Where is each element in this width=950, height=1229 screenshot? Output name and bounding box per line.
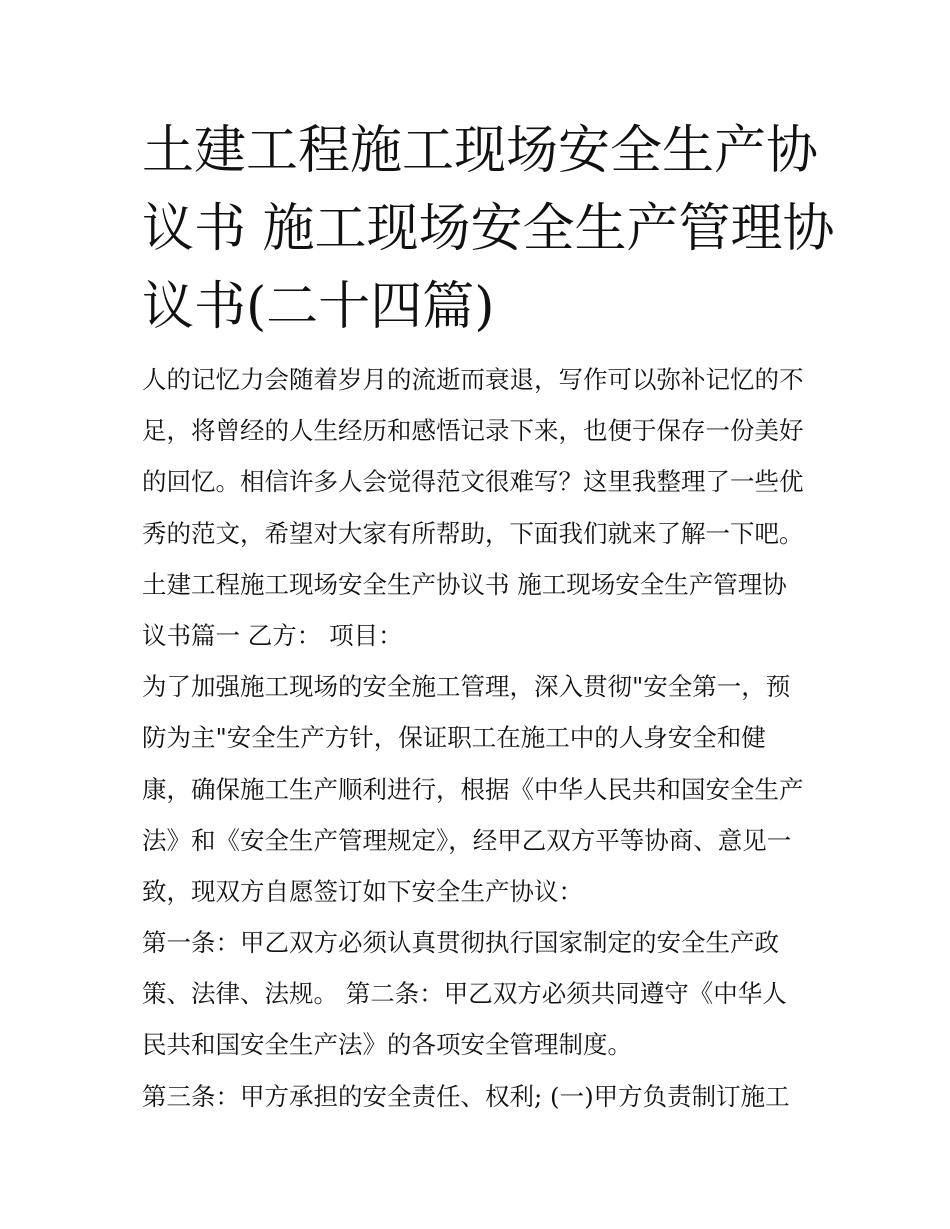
body-line: 策、法律、法规。 第二条：甲乙双方必须共同遵守《中华人: [142, 979, 787, 1009]
body-line: 议书篇一 乙方： 项目：: [142, 620, 403, 650]
body-line: 的回忆。相信许多人会觉得范文很难写？这里我整理了一些优: [142, 467, 804, 497]
title-line-3: 议书(二十四篇): [142, 277, 495, 337]
body-line: 足，将曾经的人生经历和感悟记录下来，也便于保存一份美好: [142, 416, 804, 446]
body-line: 为了加强施工现场的安全施工管理，深入贯彻"安全第一，预: [142, 672, 791, 702]
document-title: [142, 112, 835, 346]
body-line: 秀的范文，希望对大家有所帮助，下面我们就来了解一下吧。: [142, 518, 804, 548]
body-line: 致，现双方自愿签订如下安全生产协议：: [142, 876, 583, 906]
document-body: [142, 354, 832, 1122]
body-line: 第三条：甲方承担的安全责任、权利; (一)甲方负责制订施工: [142, 1081, 790, 1111]
body-line: 第一条：甲乙双方必须认真贯彻执行国家制定的安全生产政: [142, 928, 779, 958]
title-line-2: 议书 施工现场安全生产管理协: [142, 199, 835, 259]
body-line: 法》和《安全生产管理规定》，经甲乙双方平等协商、意见一: [142, 825, 792, 855]
title-line-1: 土建工程施工现场安全生产协: [142, 121, 819, 181]
body-line: 人的记忆力会随着岁月的流逝而衰退，写作可以弥补记忆的不: [142, 365, 804, 394]
body-line: 民共和国安全生产法》的各项安全管理制度。: [142, 1030, 632, 1060]
body-line: 土建工程施工现场安全生产协议书 施工现场安全生产管理协: [142, 569, 787, 599]
body-line: 康，确保施工生产顺利进行，根据《中华人民共和国安全生产: [142, 774, 804, 804]
body-line: 防为主"安全生产方针，保证职工在施工中的人身安全和健: [142, 723, 766, 753]
